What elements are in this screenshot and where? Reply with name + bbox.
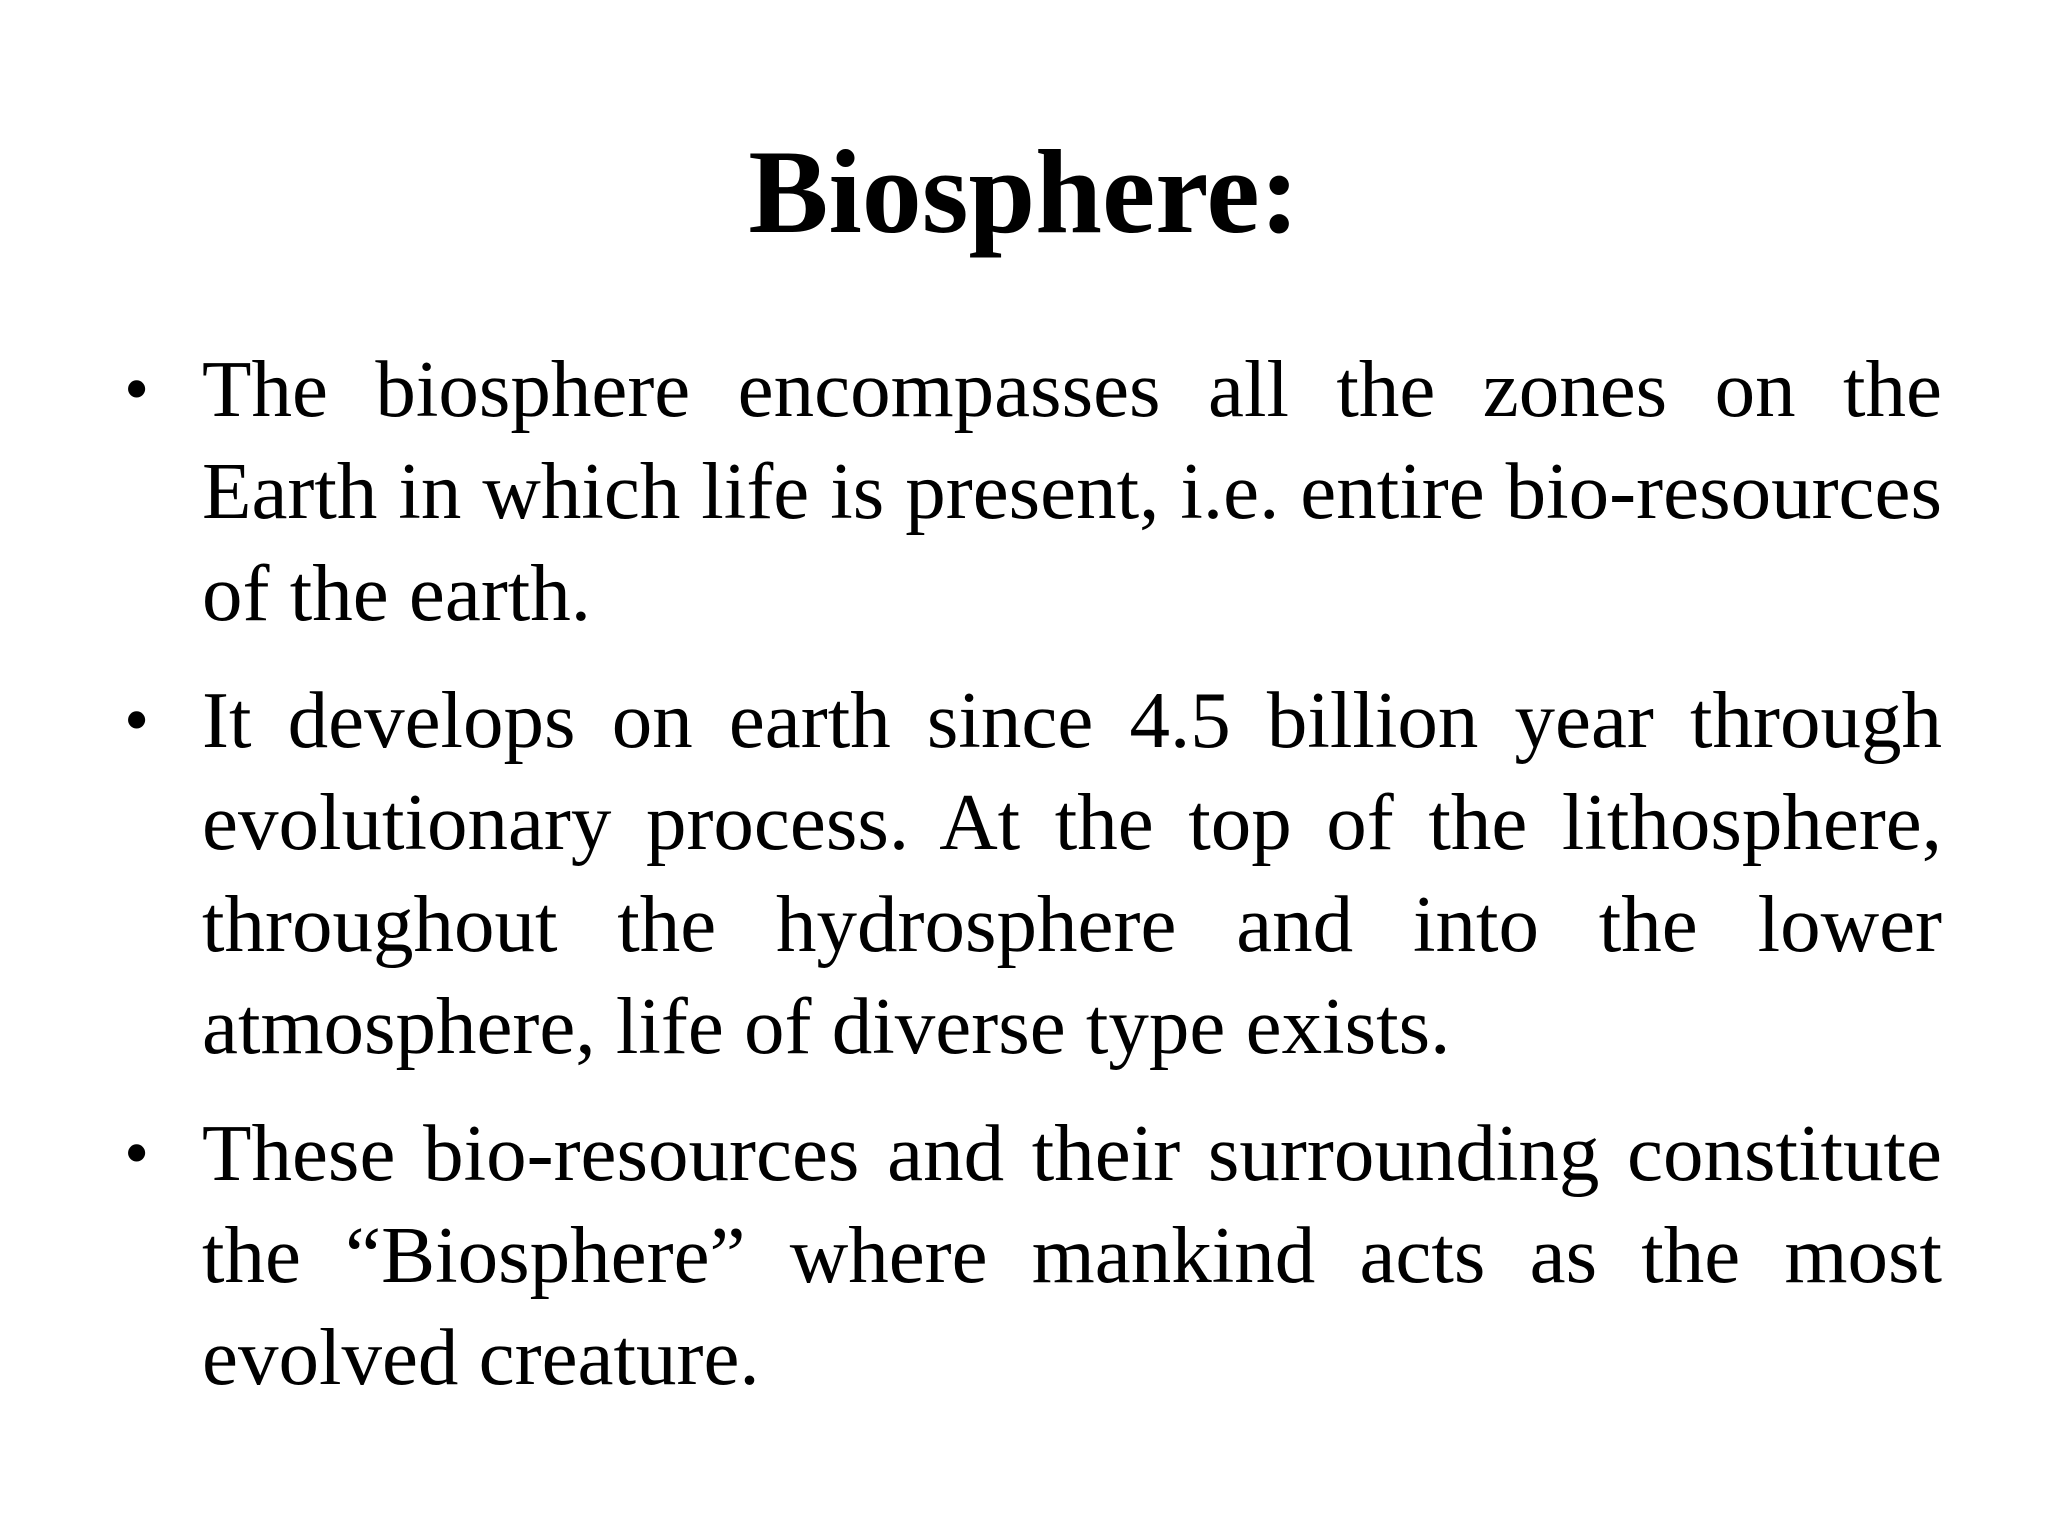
- bullet-text: The biosphere encompasses all the zones on the Earth in which life is present, i.e. entire bio-resources of the earth.: [202, 344, 1942, 638]
- bullet-text: It develops on earth since 4.5 billion year through evolutionary process. At the top of the lithosphere, throughout the hydrosphere and into the lower atmosphere, life of diverse type exists.: [202, 675, 1942, 1071]
- bullet-icon: •: [124, 680, 150, 760]
- bullet-icon: •: [124, 349, 150, 429]
- slide-title: Biosphere:: [748, 125, 1300, 258]
- bullet-item: [112, 1102, 1942, 1408]
- bullet-list: [112, 338, 1942, 1433]
- bullet-item: [112, 338, 1942, 644]
- bullet-icon: •: [124, 1113, 150, 1193]
- bullet-item: [112, 669, 1942, 1077]
- bullet-text: These bio-resources and their surrounding constitute the “Biosphere” where mankind acts as the most evolved creature.: [202, 1108, 1942, 1402]
